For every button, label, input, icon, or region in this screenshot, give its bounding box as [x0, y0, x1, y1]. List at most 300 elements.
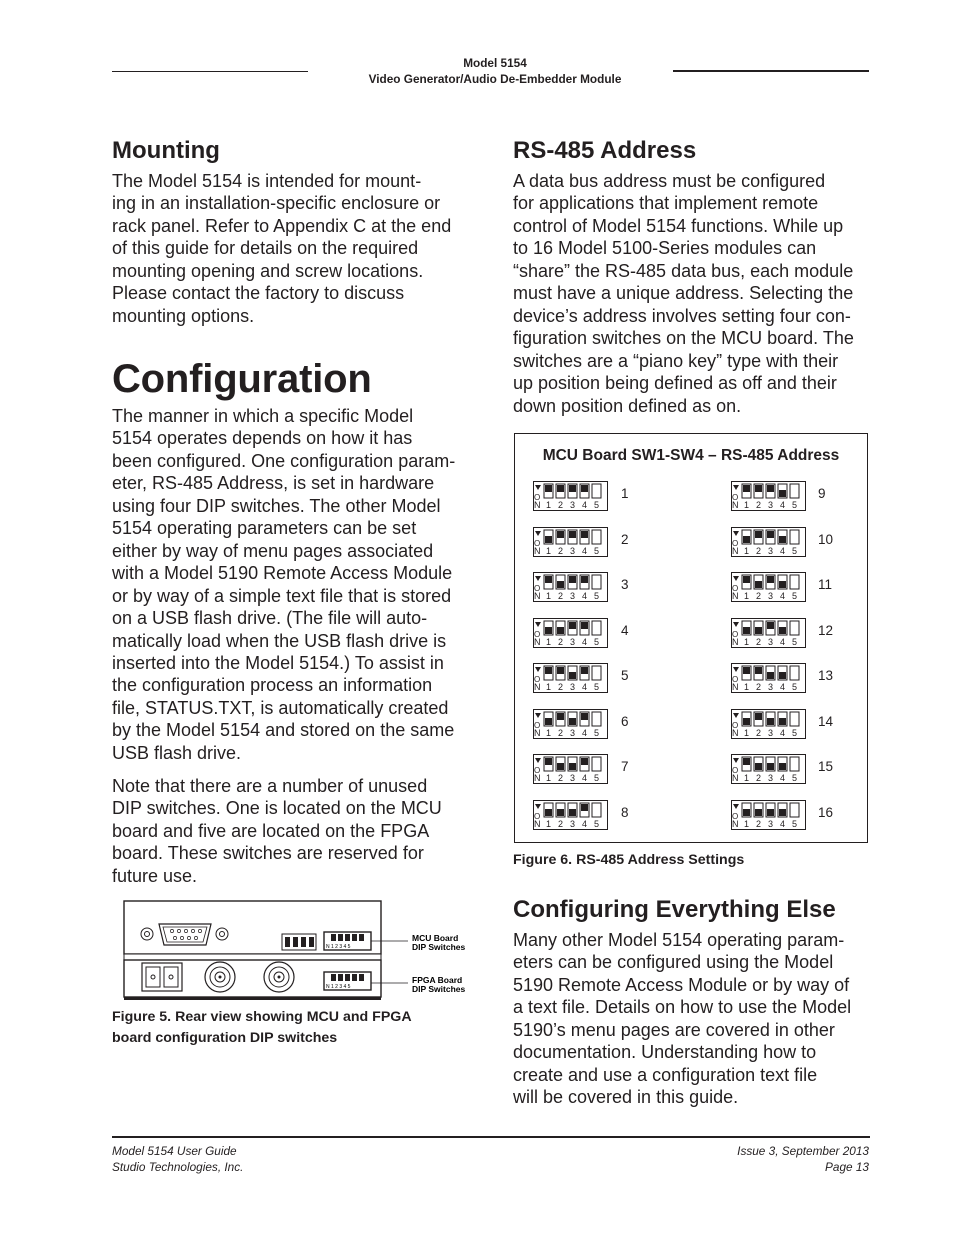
on-label: N	[732, 773, 739, 783]
rs485-line: A data bus address must be configured	[513, 171, 826, 191]
dip-switch-diagram	[533, 572, 608, 602]
switch-lever-2	[755, 531, 762, 538]
board-strip	[124, 954, 381, 960]
configuring-else-line: create and use a configuration text file	[513, 1064, 818, 1085]
switch-number-label: 1	[744, 727, 750, 738]
switch-number-label: 2	[558, 500, 564, 510]
configuration-line: matically load when the USB flash drive is	[112, 630, 447, 651]
mounting-line: mounting options.	[112, 305, 255, 326]
switch-key-5	[790, 575, 799, 589]
switch-lever-4	[581, 622, 588, 629]
fpga-dip-switch	[324, 972, 371, 990]
mcu-label-line1: MCU Board	[412, 933, 459, 943]
configuring-else-paragraph	[513, 929, 851, 1109]
switch-number-label: 4	[582, 773, 588, 783]
switch-number-label: 4	[780, 500, 786, 510]
switch-number-label: 3	[570, 773, 576, 783]
switch-key-5	[790, 484, 799, 498]
dip-switch-diagram	[731, 481, 806, 511]
switch-lever-3	[569, 576, 576, 583]
on-label-o: O	[732, 584, 739, 593]
switch-lever-1	[545, 758, 552, 765]
switch-lever-3	[569, 672, 576, 679]
switch-lever-2	[755, 667, 762, 674]
switch-key-5	[592, 484, 601, 498]
dip-switch-diagram	[533, 709, 608, 739]
dip-switch-diagram	[533, 800, 608, 830]
on-label: N	[732, 727, 739, 738]
switch-number-label: 5	[594, 500, 600, 510]
configuration-line: The manner in which a specific Model	[112, 406, 414, 426]
switch-number-label: 5	[792, 818, 798, 829]
switch-number-label: 4	[582, 818, 588, 829]
switch-lever-3	[767, 531, 774, 538]
switch-number-label: 4	[780, 636, 786, 647]
switch-lever-1	[743, 758, 750, 765]
switch-number-label: 1	[546, 636, 552, 647]
rs485-line: “share” the RS-485 data bus, each module	[513, 260, 854, 281]
on-label: N	[534, 773, 541, 783]
switch-lever-2	[755, 713, 762, 720]
switch-lever-4	[779, 718, 786, 725]
dip-switch-diagram	[533, 618, 608, 648]
dip-switch-address-8	[533, 800, 608, 830]
switch-number-label: 4	[582, 500, 588, 510]
switch-number-label: 1	[546, 591, 552, 601]
footer-company: Studio Technologies, Inc.	[112, 1160, 244, 1174]
switch-number-label: 1	[744, 818, 750, 829]
configuration-paragraph	[112, 405, 455, 764]
switch-lever-3	[767, 576, 774, 583]
footer-guide-title: Model 5154 User Guide	[112, 1144, 237, 1158]
switch-lever-4	[581, 713, 588, 720]
switch-number-label: 2	[558, 818, 564, 829]
footer-rule	[112, 1136, 870, 1138]
rs485-line: switches are a “piano key” type with their	[513, 350, 839, 371]
on-label-o: O	[732, 675, 739, 684]
footer-right	[737, 1143, 869, 1175]
switch-lever-2	[557, 809, 564, 816]
configuring-else-heading: Configuring Everything Else	[513, 896, 836, 923]
switch-number-label: 4	[582, 591, 588, 601]
switch-number-label: 4	[582, 636, 588, 647]
on-label: N	[732, 500, 739, 510]
switch-lever-2	[557, 713, 564, 720]
switch-number-label: 5	[594, 773, 600, 783]
switch-lever-2	[755, 485, 762, 492]
switch-number-label: 3	[570, 682, 576, 692]
dip-switch-address-10	[731, 527, 806, 557]
on-label: N	[732, 682, 739, 692]
on-label-o: O	[534, 720, 541, 730]
dip-switch-address-1	[533, 481, 608, 511]
note-line: future use.	[112, 865, 198, 886]
on-label-o: O	[534, 493, 541, 502]
switch-number-label: 4	[582, 727, 588, 738]
address-number: 12	[818, 622, 834, 638]
switch-number-label: 3	[570, 545, 576, 556]
configuration-line: by the Model 5154 and stored on the same	[112, 720, 455, 741]
switch-lever-4	[581, 804, 588, 811]
configuring-else-line: 5190 Remote Access Module or by way of	[513, 974, 850, 995]
note-paragraph	[112, 775, 442, 887]
configuration-line: or by way of a simple text file that is stored	[112, 585, 452, 606]
configuration-line: inserted into the Model 5154.) To assist in	[112, 652, 444, 673]
configuration-line: either by way of menu pages associated	[112, 540, 434, 561]
switch-number-label: 5	[594, 818, 600, 829]
switch-lever-4	[779, 672, 786, 679]
switch-lever-4	[779, 581, 786, 588]
switch-number-label: 1	[744, 500, 750, 510]
switch-lever-2	[755, 581, 762, 588]
configuring-else-line: a text file. Details on how to use the Model	[513, 997, 852, 1018]
switch-number-label: 2	[756, 682, 762, 692]
switch-number-label: 5	[792, 500, 798, 510]
address-number: 3	[621, 577, 629, 592]
on-label-o: O	[534, 675, 541, 684]
rear-panel-drawing	[112, 899, 472, 1002]
switch-lever-3	[767, 485, 774, 492]
switch-key-5	[592, 621, 601, 635]
dip-switch-diagram	[731, 618, 806, 648]
switch-number-label: 5	[792, 636, 798, 647]
dip-switch-diagram	[731, 800, 806, 830]
on-label: N	[732, 545, 739, 556]
switch-number-label: 4	[780, 545, 786, 556]
configuration-line: eter, RS-485 Address, is set in hardware	[112, 473, 435, 494]
switch-lever-1	[743, 667, 750, 674]
switch-lever-3	[767, 622, 774, 629]
note-line: Note that there are a number of unused	[112, 776, 428, 796]
switch-number-label: 3	[768, 773, 774, 783]
switch-number-label: 5	[594, 727, 600, 738]
switch-number-label: 5	[594, 682, 600, 692]
dip-switch-diagram	[533, 663, 608, 693]
switch-number-label: 4	[780, 818, 786, 829]
dip-switch-diagram	[731, 527, 806, 557]
dip-switch-address-5	[533, 663, 608, 693]
on-label-o: O	[534, 538, 541, 548]
switch-number-label: 5	[792, 727, 798, 738]
switch-number-label: 5	[792, 773, 798, 783]
dip-switch-address-4	[533, 618, 608, 648]
footer-page-number: Page 13	[825, 1160, 869, 1174]
address-number: 15	[818, 759, 834, 774]
switch-number-label: 3	[570, 591, 576, 601]
switch-number-label: 1	[744, 773, 750, 783]
switch-lever-1	[545, 809, 552, 816]
on-label-o: O	[534, 629, 541, 639]
bnc-connector-icon-1	[205, 962, 235, 992]
on-label-o: O	[732, 493, 739, 502]
switch-number-label: 2	[756, 591, 762, 601]
configuration-line: been configured. One configuration param-	[112, 450, 456, 471]
switch-key-5	[790, 621, 799, 635]
dip-switch-address-6	[533, 709, 608, 739]
switch-lever-3	[569, 485, 576, 492]
address-number: 4	[621, 622, 629, 638]
address-number: 16	[818, 804, 834, 820]
configuring-else-line: documentation. Understanding how to	[513, 1042, 817, 1063]
switch-number-label: 3	[570, 636, 576, 647]
configuration-line: file, STATUS.TXT, is automatically created	[112, 697, 449, 718]
panel-base	[124, 997, 381, 1000]
rs485-paragraph	[513, 170, 854, 417]
switch-lever-1	[743, 809, 750, 816]
switch-lever-1	[743, 576, 750, 583]
address-number: 2	[621, 531, 629, 547]
fpga-label-line1: FPGA Board	[412, 975, 463, 985]
dip-switch-address-13	[731, 663, 806, 693]
switch-lever-1	[545, 718, 552, 725]
mounting-heading: Mounting	[112, 137, 220, 164]
figure5-rear-view	[112, 899, 472, 1002]
switch-lever-3	[767, 763, 774, 770]
figure6-title: MCU Board SW1-SW4 – RS-485 Address	[542, 447, 840, 464]
switch-lever-2	[755, 809, 762, 816]
dip-switch-address-16	[731, 800, 806, 830]
rs485-line: for applications that implement remote	[513, 193, 819, 214]
switch-number-label: 4	[582, 682, 588, 692]
rs485-line: up position being defined as off and their	[513, 373, 837, 394]
switch-lever-4	[779, 627, 786, 634]
dip-switch-diagram	[731, 709, 806, 739]
rs485-line: control of Model 5154 functions. While up	[513, 215, 844, 236]
footer-issue: Issue 3, September 2013	[737, 1144, 869, 1158]
switch-number-label: 2	[558, 727, 564, 738]
switch-key-5	[790, 666, 799, 680]
switch-lever-2	[755, 627, 762, 634]
configuration-line: on a USB flash drive. (The file will auto-	[112, 608, 428, 629]
rs485-line: device’s address involves setting four con-	[513, 305, 851, 326]
configuration-line: 5154 operating parameters can be set	[112, 518, 417, 539]
switch-key-5	[592, 575, 601, 589]
switch-number-label: 5	[792, 591, 798, 601]
switch-lever-3	[767, 672, 774, 679]
switch-lever-4	[779, 536, 786, 543]
svg-text:N 1 2 3 4 5: N 1 2 3 4 5	[326, 984, 351, 990]
configuration-line: USB flash drive.	[112, 742, 242, 763]
on-label: N	[534, 727, 541, 738]
figure5-caption-line2: board configuration DIP switches	[112, 1030, 338, 1046]
configuring-else-line: eters can be configured using the Model	[513, 952, 834, 973]
on-label: N	[732, 636, 739, 647]
footer-left	[112, 1143, 243, 1175]
configuring-else-line: Many other Model 5154 operating param-	[513, 930, 845, 950]
mounting-line: rack panel. Refer to Appendix C at the end	[112, 215, 452, 236]
switch-lever-2	[755, 763, 762, 770]
on-label: N	[534, 636, 541, 647]
switch-key-5	[790, 712, 799, 726]
dip-switch-address-12	[731, 618, 806, 648]
switch-lever-4	[581, 576, 588, 583]
address-number: 13	[818, 668, 834, 683]
rs485-line: figuration switches on the MCU board. The	[513, 328, 854, 349]
switch-key-5	[790, 757, 799, 771]
switch-key-5	[790, 803, 799, 817]
mcu-label-line2: DIP Switches	[412, 942, 466, 952]
on-label: N	[534, 500, 541, 510]
switch-lever-3	[767, 809, 774, 816]
switch-number-label: 3	[768, 682, 774, 692]
header-rule-left	[112, 71, 308, 72]
dip-switch-diagram	[731, 663, 806, 693]
switch-lever-1	[545, 627, 552, 634]
switch-lever-2	[557, 531, 564, 538]
switch-number-label: 2	[558, 773, 564, 783]
rs485-line: to 16 Model 5100-Series modules can	[513, 238, 817, 259]
mounting-line: of this guide for details on the required	[112, 238, 419, 259]
on-label-o: O	[732, 538, 739, 548]
address-number: 14	[818, 713, 834, 729]
switch-number-label: 1	[546, 682, 552, 692]
switch-lever-4	[581, 485, 588, 492]
configuring-else-line: will be covered in this guide.	[513, 1087, 739, 1108]
on-label: N	[534, 682, 541, 692]
address-number: 8	[621, 804, 629, 820]
mcu-piano-switches	[282, 934, 316, 950]
switch-number-label: 2	[558, 636, 564, 647]
switch-lever-4	[581, 667, 588, 674]
mounting-line: mounting opening and screw locations.	[112, 260, 424, 281]
configuration-line: the configuration process an information	[112, 675, 433, 696]
switch-number-label: 3	[768, 727, 774, 738]
switch-lever-1	[743, 536, 750, 543]
dip-switch-address-11	[731, 572, 806, 602]
svg-text:N 1 2 3 4 5: N 1 2 3 4 5	[326, 944, 351, 950]
header-rule-right	[673, 70, 869, 72]
fpga-label-line2: DIP Switches	[412, 984, 466, 994]
switch-number-label: 2	[756, 773, 762, 783]
switch-number-label: 3	[570, 500, 576, 510]
switch-lever-3	[569, 531, 576, 538]
address-number: 6	[621, 713, 629, 729]
switch-number-label: 1	[744, 545, 750, 556]
switch-number-label: 4	[780, 727, 786, 738]
header-title-line1: Model 5154	[463, 56, 527, 70]
switch-number-label: 4	[780, 591, 786, 601]
on-label-o: O	[732, 811, 739, 821]
mounting-line: Please contact the factory to discuss	[112, 283, 405, 304]
switch-lever-3	[569, 809, 576, 816]
configuration-line: with a Model 5190 Remote Access Module	[112, 563, 453, 584]
switch-number-label: 4	[780, 773, 786, 783]
switch-number-label: 5	[594, 545, 600, 556]
note-line: DIP switches. One is located on the MCU	[112, 798, 442, 819]
switch-lever-1	[545, 667, 552, 674]
on-label-o: O	[534, 584, 541, 593]
switch-number-label: 1	[546, 500, 552, 510]
figure5-caption	[112, 1007, 412, 1049]
note-line: board. These switches are reserved for	[112, 843, 424, 864]
switch-number-label: 1	[744, 591, 750, 601]
mounting-paragraph	[112, 170, 451, 327]
switch-key-5	[592, 666, 601, 680]
switch-key-5	[790, 530, 799, 544]
on-label-o: O	[534, 766, 541, 775]
address-number: 10	[818, 531, 834, 547]
rs485-heading: RS-485 Address	[513, 137, 697, 164]
switch-number-label: 2	[756, 636, 762, 647]
switch-number-label: 5	[594, 591, 600, 601]
dip-switch-diagram	[731, 754, 806, 784]
switch-number-label: 2	[756, 818, 762, 829]
switch-lever-4	[581, 758, 588, 765]
switch-lever-4	[779, 763, 786, 770]
switch-number-label: 1	[744, 682, 750, 692]
switch-key-5	[592, 757, 601, 771]
header-title-line2: Video Generator/Audio De-Embedder Module	[368, 72, 622, 86]
dip-switch-diagram	[533, 527, 608, 557]
note-line: board and five are located on the FPGA	[112, 820, 430, 841]
bnc-connector-icon-2	[264, 962, 294, 992]
switch-number-label: 4	[582, 545, 588, 556]
on-label: N	[534, 818, 541, 829]
dip-switch-address-2	[533, 527, 608, 557]
switch-lever-2	[557, 485, 564, 492]
switch-lever-1	[545, 576, 552, 583]
switch-lever-3	[767, 718, 774, 725]
switch-number-label: 1	[546, 773, 552, 783]
switch-lever-3	[569, 763, 576, 770]
address-number: 11	[818, 577, 833, 592]
switch-lever-1	[743, 718, 750, 725]
switch-number-label: 1	[546, 818, 552, 829]
configuration-line: 5154 operates depends on how it has	[112, 428, 413, 449]
dip-switch-address-7	[533, 754, 608, 784]
switch-number-label: 2	[558, 545, 564, 556]
switch-number-label: 2	[558, 591, 564, 601]
figure6-address-table	[514, 433, 868, 843]
dip-switch-address-15	[731, 754, 806, 784]
switch-number-label: 1	[546, 545, 552, 556]
on-label: N	[534, 545, 541, 556]
switch-lever-2	[557, 581, 564, 588]
switch-number-label: 3	[768, 636, 774, 647]
on-label: N	[534, 591, 541, 601]
switch-lever-3	[569, 718, 576, 725]
power-connector-icon	[142, 963, 182, 991]
switch-number-label: 3	[768, 818, 774, 829]
dip-switch-diagram	[533, 481, 608, 511]
rs485-line: must have a unique address. Selecting the	[513, 283, 854, 304]
dip-switch-address-14	[731, 709, 806, 739]
figure6-caption: Figure 6. RS-485 Address Settings	[513, 852, 745, 868]
dip-switch-address-9	[731, 481, 806, 511]
switch-number-label: 2	[756, 545, 762, 556]
switch-lever-1	[545, 485, 552, 492]
switch-key-5	[592, 530, 601, 544]
dip-switch-address-3	[533, 572, 608, 602]
switch-key-5	[592, 803, 601, 817]
address-number: 5	[621, 668, 629, 683]
configuring-else-line: 5190’s menu pages are covered in other	[513, 1019, 835, 1040]
rs485-line: down position defined as on.	[513, 395, 742, 416]
switch-lever-1	[743, 485, 750, 492]
switch-number-label: 5	[792, 545, 798, 556]
switch-lever-4	[779, 809, 786, 816]
switch-number-label: 2	[558, 682, 564, 692]
switch-number-label: 2	[756, 727, 762, 738]
switch-lever-2	[557, 667, 564, 674]
switch-number-label: 3	[768, 545, 774, 556]
switch-number-label: 3	[570, 818, 576, 829]
switch-number-label: 5	[594, 636, 600, 647]
switch-number-label: 5	[792, 682, 798, 692]
switch-lever-2	[557, 763, 564, 770]
dip-switch-diagram	[533, 754, 608, 784]
switch-lever-4	[581, 531, 588, 538]
